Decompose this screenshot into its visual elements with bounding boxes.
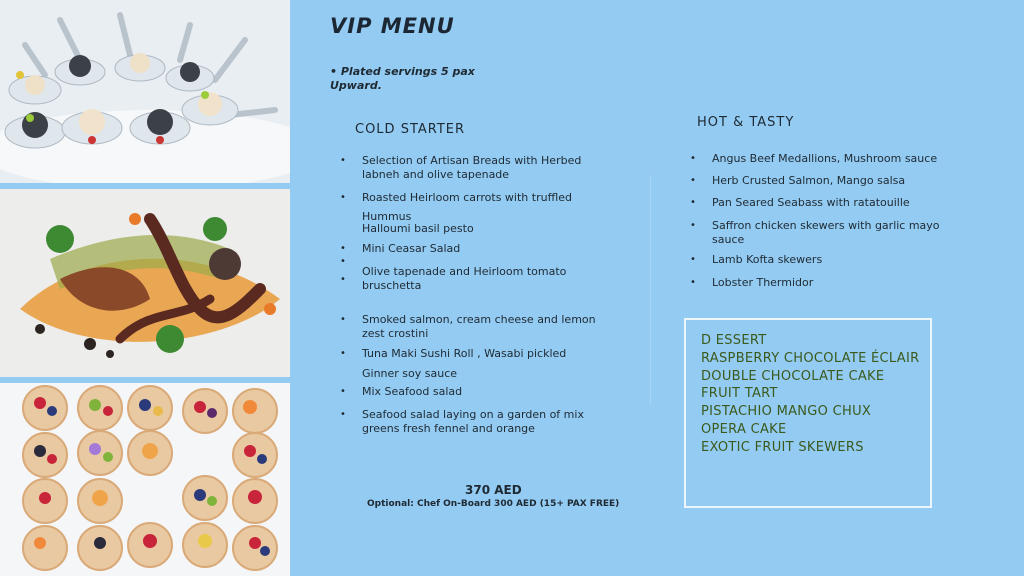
list-item: • Roasted Heirloom carrots with truffled [340,191,572,204]
list-item: • Lamb Kofta skewers [690,253,823,266]
bullet-icon: • [690,153,696,164]
list-item: • Seafood salad laying on a garden of mix greens fresh fennel and orange [340,408,584,435]
photo-grilled-octopus [0,189,290,377]
list-item: • Angus Beef Medallions, Mushroom sauce [690,152,938,165]
bullet-icon: • [340,386,346,397]
list-item: DOUBLE CHOCOLATE CAKE [701,368,885,384]
servings-line-1: • Plated servings 5 pax [330,65,475,78]
list-item: • Lobster Thermidor [690,276,814,289]
list-item: EXOTIC FRUIT SKEWERS [701,439,864,455]
menu-title: VIP MENU [330,14,455,38]
photo-appetizer-spoons [0,0,290,183]
bullet-icon: • [690,277,696,288]
list-item: OPERA CAKE [701,421,787,437]
list-item: • Saffron chicken skewers with garlic mayo sauce [690,219,940,246]
optional-chef-note: Optional: Chef On-Board 300 AED (15+ PAX FREE) [367,499,620,509]
list-item: Halloumi basil pesto [362,222,474,235]
bullet-icon: • [340,274,346,285]
bullet-icon: • [340,192,346,203]
list-item: • Selection of Artisan Breads with Herbed labneh and olive tapenade [340,154,582,181]
bullet-icon: • [340,243,346,254]
bullet-icon: • [690,220,696,231]
list-item: • Pan Seared Seabass with ratatouille [690,196,910,209]
list-item: • Mini Ceasar Salad [340,242,461,255]
bullet-icon: • [340,155,346,166]
bullet-icon: • [690,175,696,186]
bullet-icon: • [690,254,696,265]
dessert-list [701,332,919,457]
servings-line-2: Upward. [330,79,382,92]
dessert-heading: D ESSERT [701,333,767,348]
bullet-icon: • [340,409,346,420]
list-item: PISTACHIO MANGO CHUX [701,404,872,420]
list-item: • Herb Crusted Salmon, Mango salsa [690,174,906,187]
list-item: • Tuna Maki Sushi Roll , Wasabi pickled [340,347,567,360]
bullet-icon: • [690,197,696,208]
list-item: Hummus [362,210,412,223]
dessert-box [684,318,932,508]
hot-tasty-heading: HOT & TASTY [697,115,795,130]
list-item: • Olive tapenade and Heirloom tomato bruschetta [340,265,567,292]
bullet-icon: • [340,348,346,359]
list-item: Ginner soy sauce [362,367,458,380]
list-item: • Smoked salmon, cream cheese and lemon zest crostini [340,313,596,340]
bullet-icon: • [340,314,346,325]
list-item: • Mix Seafood salad [340,385,463,398]
list-item: FRUIT TART [701,386,778,402]
bullet-icon: • [340,256,346,267]
cold-starter-heading: COLD STARTER [355,122,466,137]
servings-note [330,65,530,93]
column-divider [650,175,651,405]
list-item: RASPBERRY CHOCOLATE ÉCLAIR [701,350,920,366]
price: 370 AED [465,483,522,497]
photo-fruit-tarts [0,383,290,576]
